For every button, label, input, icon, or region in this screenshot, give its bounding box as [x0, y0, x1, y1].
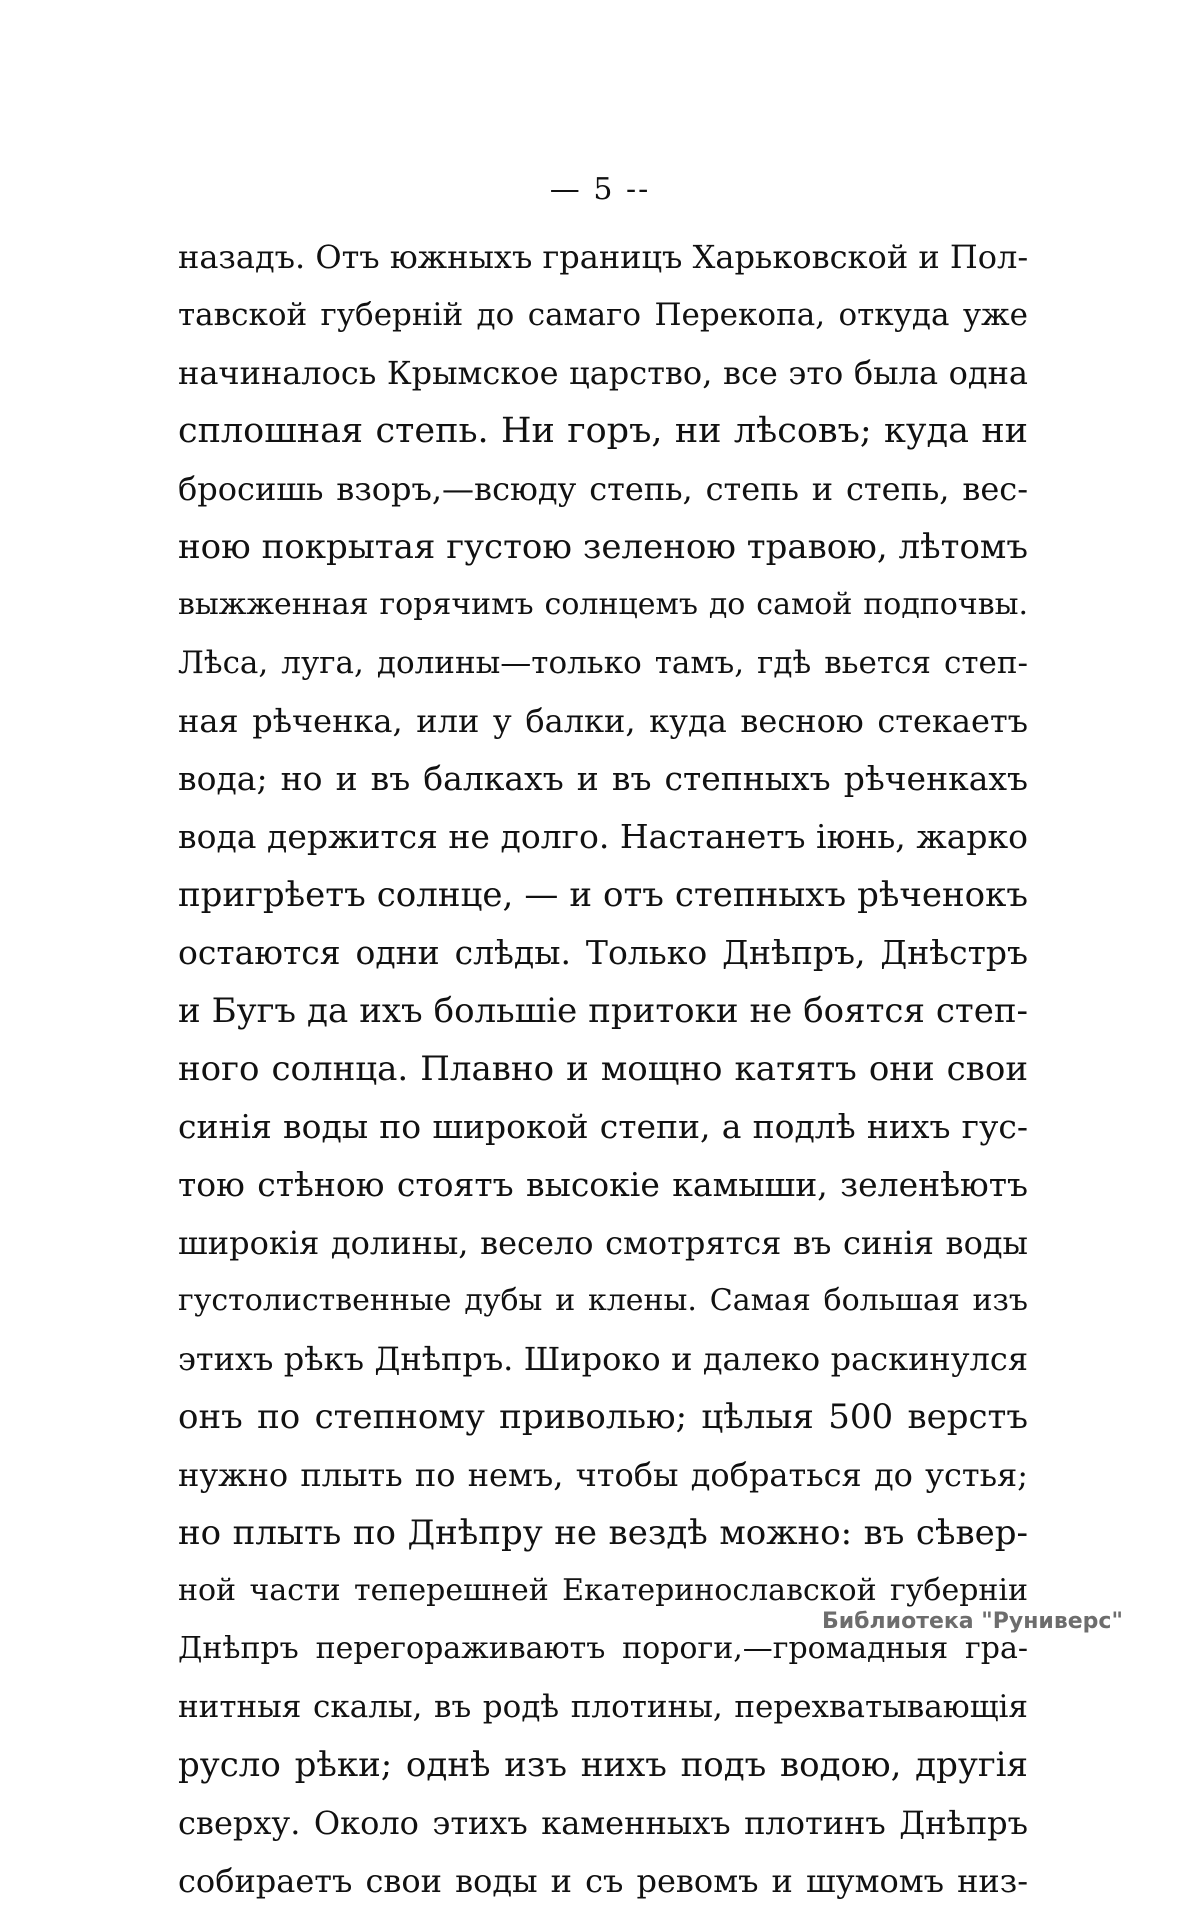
text-line: широкія долины, весело смотрятся въ синія воды [178, 1224, 1028, 1262]
text-line: бросишь взоръ,—всюду степь, степь и степь, вес- [178, 470, 1028, 508]
text-line: остаются одни слѣды. Только Днѣпръ, Днѣстръ [178, 933, 1028, 972]
text-line: тавской губерній до самаго Перекопа, откуда уже [178, 297, 1028, 333]
text-line: но плыть по Днѣпру не вездѣ можно: въ сѣвер- [178, 1513, 1028, 1553]
text-line: назадъ. Отъ южныхъ границъ Харьковской и Пол- [178, 238, 1029, 276]
text-line: нужно плыть по немъ, чтобы добраться до устья; [178, 1456, 1028, 1494]
text-line: сплошная степь. Ни горъ, ни лѣсовъ; куда ни [178, 411, 1028, 451]
text-line: сверху. Около этихъ каменныхъ плотинъ Днѣпръ [178, 1804, 1028, 1842]
text-line: онъ по степному приволью; цѣлыя 500 верстъ [178, 1397, 1028, 1437]
text-line: собираетъ свои воды и съ ревомъ и шумомъ низ- [178, 1862, 1028, 1900]
text-line: ная рѣченка, или у балки, куда весною стекаетъ [178, 702, 1028, 740]
text-line: и Бугъ да ихъ большіе притоки не боятся степ- [178, 991, 1028, 1031]
text-line: Днѣпръ перегораживаютъ пороги,—громадныя гра- [178, 1631, 1028, 1666]
text-line: русло рѣки; однѣ изъ нихъ подъ водою, другія [178, 1745, 1028, 1785]
body-text [178, 228, 1028, 1910]
text-line: Лѣса, луга, долины—только тамъ, гдѣ вьется степ- [178, 645, 1028, 681]
text-line: выжженная горячимъ солнцемъ до самой подпочвы. [178, 587, 1028, 622]
text-line: вода держится не долго. Настанетъ іюнь, жарко [178, 817, 1028, 856]
text-line: ного солнца. Плавно и мощно катятъ они свои [178, 1049, 1028, 1089]
text-line: начиналось Крымское царство, все это была одна [178, 354, 1028, 392]
text-line: нитныя скалы, въ родѣ плотины, перехватывающія [178, 1689, 1028, 1725]
text-line: синія воды по широкой степи, а подлѣ нихъ гус- [178, 1107, 1028, 1146]
page-number: — 5 -- [549, 172, 651, 207]
text-line: густолиственные дубы и клены. Самая большая изъ [178, 1283, 1028, 1318]
text-line: этихъ рѣкъ Днѣпръ. Широко и далеко раскинулся [178, 1340, 1028, 1378]
text-line: ною покрытая густою зеленою травою, лѣтомъ [178, 527, 1028, 567]
text-line: тою стѣною стоятъ высокіе камыши, зеленѣютъ [178, 1165, 1028, 1204]
text-line: вода; но и въ балкахъ и въ степныхъ рѣченкахъ [178, 759, 1028, 798]
text-line: ной части теперешней Екатеринославской губерніи [178, 1573, 1028, 1608]
text-line: пригрѣетъ солнце, — и отъ степныхъ рѣченокъ [178, 875, 1028, 915]
library-watermark: Библиотека "Руниверс" [822, 1609, 1123, 1634]
